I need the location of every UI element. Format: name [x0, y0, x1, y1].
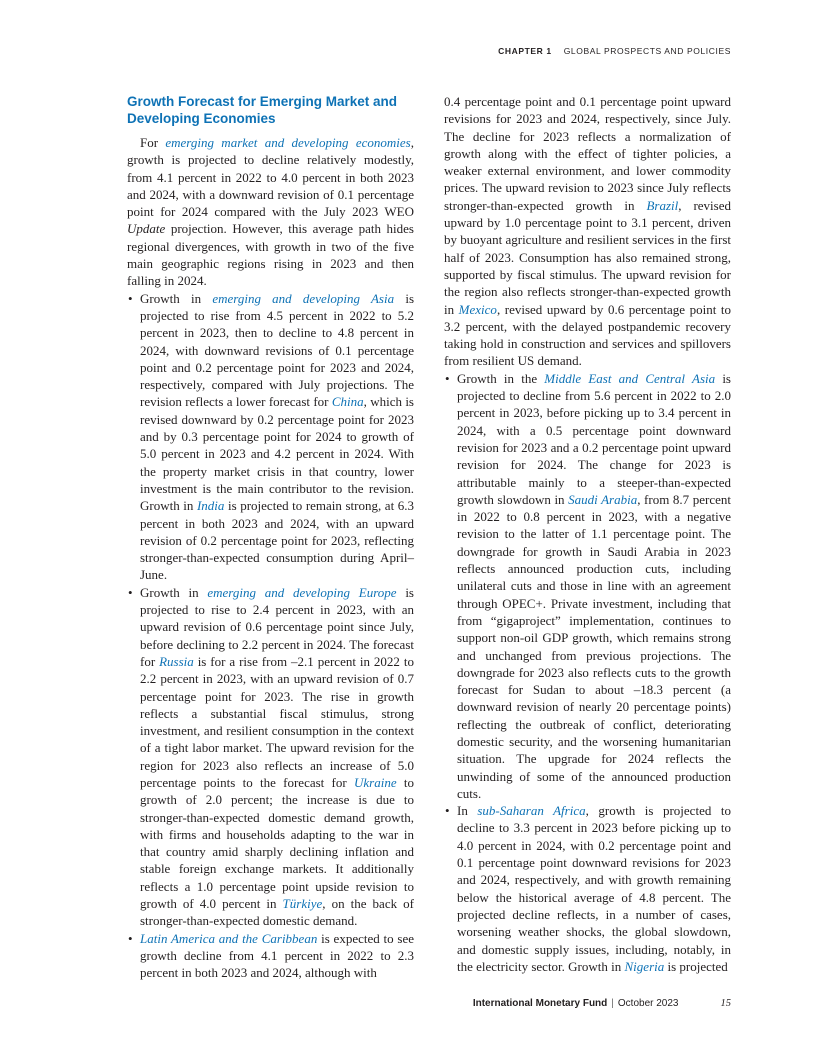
text-run: , on the back of stronger-than-expected domestic demand.: [140, 896, 414, 929]
right-column-blocks: [444, 93, 731, 975]
text-run: , revised upward by 1.0 percentage point to 3.1 percent, driven by buoyant agriculture and resilient services in the first half of 2023. Consumption has also remained strong, supported by fiscal stimulus. The upward revision for the region also reflects stronger-than-expected growth in: [444, 197, 731, 317]
paragraph: [127, 134, 414, 290]
text-run: In: [457, 803, 478, 819]
text-run: Growth in: [140, 584, 208, 600]
text-run: , growth is projected to decline relatively modestly, from 4.1 percent in 2022 to 4.0 percent in both 2023 and 2024, with a downward revision of 0.1 percentage point for 2024 compared with the July 2023 WEO: [127, 135, 414, 220]
page-number: 15: [720, 998, 731, 1009]
inline-region-link[interactable]: Brazil: [646, 197, 679, 213]
chapter-label: CHAPTER 1: [498, 46, 552, 56]
text-run: For: [140, 135, 166, 150]
bullet-item: [127, 584, 414, 930]
text-run: is expected to see growth decline from 4.1 percent in 2022 to 2.3 percent in both 2023 and 2024, although with: [140, 930, 414, 981]
bullet-item: [444, 802, 731, 975]
inline-region-link[interactable]: sub-Saharan Africa: [477, 803, 586, 819]
section-heading: Growth Forecast for Emerging Market and Developing Economies: [127, 94, 398, 126]
bullet-item: [444, 370, 731, 802]
left-column: [127, 93, 414, 982]
text-run: is for a rise from –2.1 percent in 2022 to 2.2 percent in 2023, with an upward revision of 0.7 percentage point for 2023. The rise in growth reflects a substantial fiscal stimulus, strong investment, and resilient consumption in the context of a tight labor market. The upward revision for the region for 2023 also reflects an increase of 5.0 percentage points to the forecast for: [140, 653, 414, 790]
inline-region-link[interactable]: Türkiye: [282, 896, 323, 912]
running-header: [127, 46, 731, 56]
text-run: is projected to remain strong, at 6.3 percent in both 2023 and 2024, with an upward revision of 0.2 percentage point for 2023, reflecting stronger-than-expected consumption during April–June.: [140, 498, 414, 583]
inline-region-link[interactable]: China: [331, 394, 364, 410]
text-run: is projected to rise to 2.4 percent in 2023, with an upward revision of 0.6 percentage point since July, before declining to 2.2 percent in 2024. The forecast for: [140, 584, 414, 669]
bullet-item: [127, 930, 414, 982]
inline-region-link[interactable]: emerging and developing Asia: [212, 290, 395, 306]
bullet-marker: •: [128, 584, 133, 600]
inline-region-link[interactable]: Ukraine: [354, 774, 397, 790]
text-run: is projected: [664, 958, 728, 974]
inline-region-link[interactable]: Mexico: [458, 301, 497, 317]
inline-region-link[interactable]: India: [196, 498, 225, 514]
running-footer: [127, 998, 731, 1009]
right-column: [444, 93, 731, 975]
footer-separator: |: [611, 998, 614, 1009]
inline-region-link[interactable]: Saudi Arabia: [568, 491, 638, 507]
chapter-title: GLOBAL PROSPECTS AND POLICIES: [563, 46, 731, 56]
text-run: , revised upward by 0.6 percentage point to 3.2 percent, with the delayed postpandemic recovery taking hold in construction and services and spillovers from resilient US demand.: [444, 301, 731, 369]
inline-region-link[interactable]: Russia: [159, 653, 194, 669]
publisher-name: International Monetary Fund: [472, 998, 608, 1009]
inline-region-link[interactable]: emerging and developing Europe: [207, 584, 397, 600]
text-run: is projected to rise from 4.5 percent in 2022 to 5.2 percent in 2023, then to decline to 4.8 percent in 2024, with downward revisions of 0.1 percentage point and 0.2 percentage point for 2023 and 2024, respectively, compared with July projections. The revision reflects a lower forecast for: [140, 290, 415, 410]
text-run: projection. However, this average path hides regional divergences, with growth in two of the five main geographic regions rising in 2023 and then falling in 2024.: [127, 221, 414, 289]
inline-region-link[interactable]: Middle East and Central Asia: [544, 370, 716, 386]
bullet-marker: •: [445, 370, 450, 386]
text-run: , from 8.7 percent in 2022 to 0.8 percent in 2023, with a negative revision to the latter of 1.1 percentage point. The downgrade for growth in Saudi Arabia in 2023 reflects announced production cuts, including unilateral cuts and those in line with an agreement through OPEC+. Private investment, including that from “gigaproject” implementation, continues to support non-oil GDP growth, which remains strong and unchanged from previous projections. The downgrade for 2023 also reflects cuts to the growth forecast for Sudan to about –18.3 percent (a downward revision of nearly 20 percentage points) reflecting the outbreak of conflict, deteriorating domestic security, and the worsening humanitarian situation. The upgrade for 2024 reflects the unwinding of some of the announced production cuts.: [457, 491, 731, 801]
bullet-marker: •: [128, 930, 133, 946]
italic-run: Update: [127, 221, 166, 237]
text-run: Growth in the: [457, 370, 545, 386]
paragraph: [444, 93, 731, 370]
text-run: , growth is projected to decline to 3.3 percent in 2023 before picking up to 4.0 percent in 2024, with 0.2 percentage point and 0.1 percentage point downward revisions for 2023 and 2024, respectively, and with growth remaining below the historical average of 4.8 percent. The projected decline reflects, in a number of cases, worsening weather shocks, the global slowdown, and domestic supply issues, including, notably, in the electricity sector. Growth in: [457, 803, 731, 974]
bullet-item: [127, 290, 414, 584]
text-run: , which is revised downward by 0.2 percentage point for 2023 and by 0.3 percentage point for 2024 to growth of 5.0 percent in 2023 and 4.2 percent in 2024. With the property market crisis in that country, lower investment is the main contributor to the revision. Growth in: [140, 394, 414, 514]
text-run: to growth of 2.0 percent; the increase is due to stronger-than-expected domestic demand growth, with firms and households adapting to the war in that country amid sharply declining inflation and stable foreign exchange markets. It additionally reflects a 1.0 percentage point upside revision to growth of 4.0 percent in: [140, 774, 414, 912]
bullet-marker: •: [445, 803, 450, 819]
inline-region-link[interactable]: Latin America and the Caribbean: [140, 930, 318, 946]
two-column-body: [127, 93, 731, 982]
text-run: is projected to decline from 5.6 percent in 2022 to 2.0 percent in 2023, before picking up to 3.4 percent in 2024, with a 0.5 percentage point downward revision for 2023 and a 0.2 percentage point upward revision for 2024. The change for 2023 is attributable mainly to a steeper-than-expected growth slowdown in: [457, 370, 731, 507]
inline-region-link[interactable]: emerging market and developing economies: [165, 135, 411, 150]
left-column-blocks: [127, 134, 414, 982]
text-run: Growth in: [140, 290, 213, 306]
text-run: 0.4 percentage point and 0.1 percentage point upward revisions for 2023 and 2024, respectively, since July. The decline for 2023 reflects a normalization of growth along with the effect of tighter policies, a weaker external environment, and lower commodity prices. The upward revision to 2023 since July reflects stronger-than-expected growth in: [444, 94, 731, 213]
bullet-marker: •: [128, 290, 133, 306]
inline-region-link[interactable]: Nigeria: [624, 958, 665, 974]
footer-date: October 2023: [617, 998, 679, 1009]
